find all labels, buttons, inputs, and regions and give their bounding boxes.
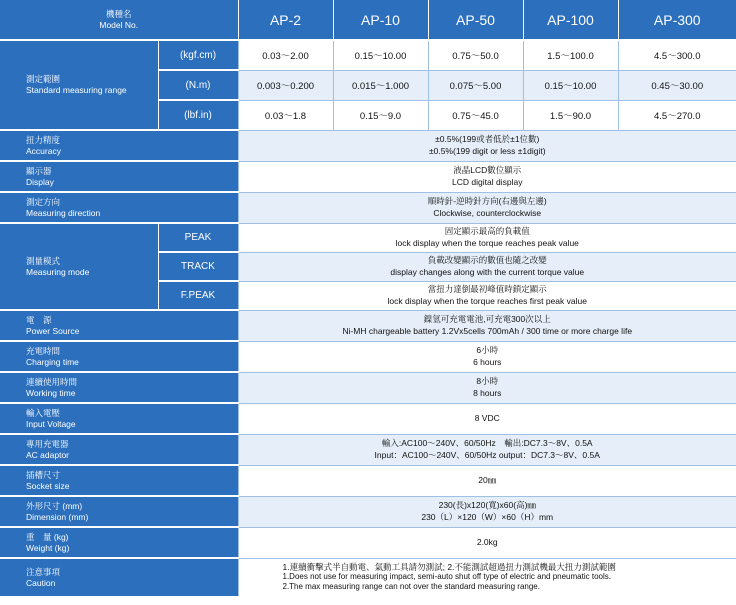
caution-value: 1.連續衝擊式半自動電、氣動工具請勿測試; 2.不能測試超過扭力測試機最大扭力測試範圍 1.Does not use for measuring impact, semi-auto shut off type of electric and pneumatic tools. 2.The max measuring range can not over the standard measuring range.	[238, 558, 736, 596]
mode-fpeak: F.PEAK	[158, 281, 238, 310]
model-title-zh: 機種名	[105, 8, 132, 19]
unit-lbf-in: (lbf.in)	[158, 100, 238, 130]
mode-peak: PEAK	[158, 223, 238, 252]
model-ap-2: AP-2	[238, 0, 333, 40]
dimension-label: 外形尺寸 (mm) Dimension (mm)	[0, 496, 238, 527]
accuracy-label: 扭力精度 Accuracy	[0, 130, 238, 161]
mode-peak-value: 固定顯示最高的負載值 lock display when the torque reaches peak value	[238, 223, 736, 252]
accuracy-row	[0, 130, 736, 161]
weight-value: 2.0kg	[238, 527, 736, 558]
socket-value: 20㎜	[238, 465, 736, 496]
range-value: 0.15～9.0	[333, 100, 428, 130]
model-ap-10: AP-10	[333, 0, 428, 40]
measuring-range-label: 測定範圍 Standard measuring range	[0, 40, 158, 130]
charging-row	[0, 341, 736, 372]
working-label: 連續使用時間 Working time	[0, 372, 238, 403]
power-label: 電 源 Power Source	[0, 310, 238, 341]
range-value: 0.075～5.00	[428, 70, 523, 100]
voltage-label: 輸入電壓 Input Voltage	[0, 403, 238, 434]
dimension-row	[0, 496, 736, 527]
weight-label: 重 量 (kg) Weight (kg)	[0, 527, 238, 558]
range-value: 0.03～2.00	[238, 40, 333, 70]
range-value: 0.03～1.8	[238, 100, 333, 130]
caution-row	[0, 558, 736, 596]
working-value: 8小時 8 hours	[238, 372, 736, 403]
model-ap-50: AP-50	[428, 0, 523, 40]
mode-row-peak	[0, 223, 736, 252]
voltage-row	[0, 403, 736, 434]
unit-kgf-cm: (kgf.cm)	[158, 40, 238, 70]
range-value: 0.003～0.200	[238, 70, 333, 100]
range-value: 0.15～10.00	[333, 40, 428, 70]
mode-track: TRACK	[158, 252, 238, 281]
display-value: 液晶LCD數位顯示 LCD digital display	[238, 161, 736, 192]
power-value: 鎳氫可充電電池,可充電300次以上 Ni-MH chargeable battery 1.2Vx5cells 700mAh / 300 time or more charge life	[238, 310, 736, 341]
model-title-en: Model No.	[99, 19, 139, 30]
range-value: 4.5～300.0	[618, 40, 736, 70]
adaptor-label: 專用充電器 AC adaptor	[0, 434, 238, 465]
socket-row	[0, 465, 736, 496]
range-value: 1.5～100.0	[523, 40, 618, 70]
weight-row	[0, 527, 736, 558]
direction-row	[0, 192, 736, 223]
range-row-kgf	[0, 40, 736, 70]
voltage-value: 8 VDC	[238, 403, 736, 434]
header-row	[0, 0, 736, 40]
working-row	[0, 372, 736, 403]
range-value: 0.45～30.00	[618, 70, 736, 100]
display-row	[0, 161, 736, 192]
measuring-mode-label: 測量模式 Measuring mode	[0, 223, 158, 310]
unit-n-m: (N.m)	[158, 70, 238, 100]
range-value: 0.015～1.000	[333, 70, 428, 100]
range-value: 1.5～90.0	[523, 100, 618, 130]
caution-label: 注意事項 Caution	[0, 558, 238, 596]
dimension-value: 230(長)x120(寬)x60(高)㎜ 230（L）×120（W）×60（H）mm	[238, 496, 736, 527]
power-row	[0, 310, 736, 341]
display-label: 顯示器 Display	[0, 161, 238, 192]
direction-value: 順時針-逆時針方向(右邊與左邊) Clockwise, counterclockwise	[238, 192, 736, 223]
range-value: 0.15～10.00	[523, 70, 618, 100]
range-value: 0.75～45.0	[428, 100, 523, 130]
model-ap-300: AP-300	[618, 0, 736, 40]
model-header-cell	[0, 0, 238, 40]
charging-value: 6小時 6 hours	[238, 341, 736, 372]
accuracy-value: ±0.5%(199或者低於±1位數) ±0.5%(199 digit or less ±1digit)	[238, 130, 736, 161]
mode-fpeak-value: 當扭力達倒最初峰值時鎖定顯示 lock display when the torque reaches first peak value	[238, 281, 736, 310]
range-value: 0.75～50.0	[428, 40, 523, 70]
mode-track-value: 負載改變顯示的數值也隨之改變 display changes along with the current torque value	[238, 252, 736, 281]
adaptor-row	[0, 434, 736, 465]
socket-label: 插槽尺寸 Socket size	[0, 465, 238, 496]
range-value: 4.5～270.0	[618, 100, 736, 130]
model-ap-100: AP-100	[523, 0, 618, 40]
adaptor-value: 輸入:AC100～240V、60/50Hz 輸出:DC7.3～8V、0.5A Input：AC100～240V、60/50Hz output：DC7.3～8V、0.5A	[238, 434, 736, 465]
charging-label: 充電時間 Charging time	[0, 341, 238, 372]
direction-label: 測定方向 Measuring direction	[0, 192, 238, 223]
